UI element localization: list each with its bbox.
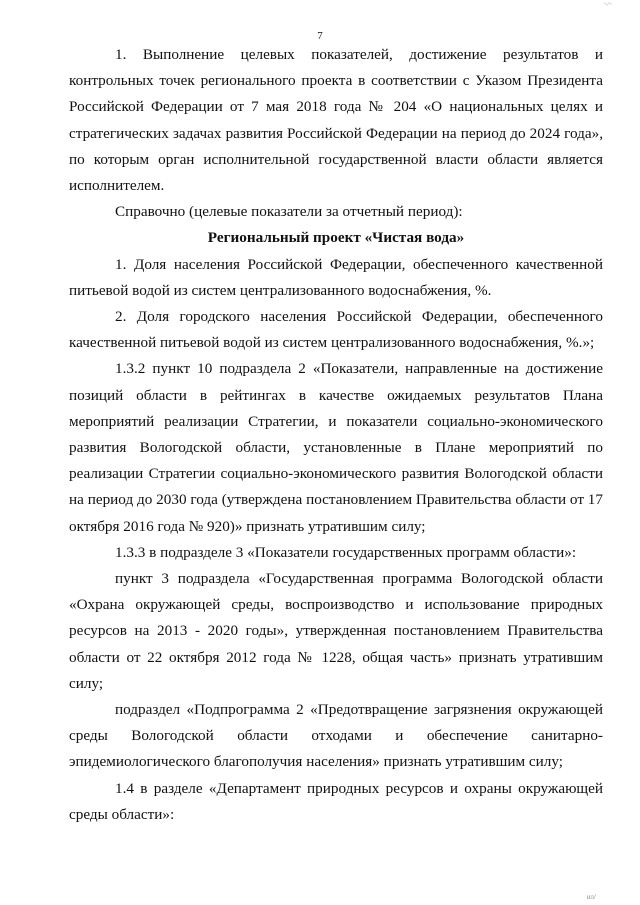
paragraph-indicator-2: 2. Доля городского населения Российской Федерации, обеспеченного качественной питьевой водой из систем централизованного водоснабжения, %.»; — [69, 308, 603, 352]
paragraph-1-3-3: 1.3.3 в подразделе 3 «Показатели государственных программ области»: — [115, 543, 577, 561]
section-heading: Региональный проект «Чистая вода» — [207, 229, 465, 247]
document-body — [69, 42, 603, 828]
paragraph-1-3-2: 1.3.2 пункт 10 подраздела 2 «Показатели, направленные на достижение позиций области в рейтингах в качестве ожидаемых результатов Плана мероприятий реализации Стратегии, и показатели социально-экономического развития Вологодской области, установленные в Плане мероприятий по реализации Стратегии социально-экономического развития Вологодской области на период до 2030 года (утверждена постановлением Правительства области от 17 октября 2016 года № 920)» признать утратившим силу; — [69, 360, 603, 535]
paragraph-1-4: 1.4 в разделе «Департамент природных ресурсов и охраны окружающей среды области»: — [69, 779, 603, 823]
paragraph-indicator-1: 1. Доля населения Российской Федерации, обеспеченного качественной питьевой водой из систем централизованного водоснабжения, %. — [69, 255, 603, 299]
paragraph-item-3: пункт 3 подраздела «Государственная программа Вологодской области «Охрана окружающей среды, воспроизводство и использование природных ресурсов на 2013 - 2020 годы», утвержденная постановлением Правительства области от 22 октября 2012 года № 1228, общая часть» признать утратившим силу; — [69, 570, 603, 692]
corner-mark-bottom: ил/ — [586, 893, 596, 901]
paragraph-reference-note: Справочно (целевые показатели за отчетный период): — [115, 203, 463, 221]
paragraph-1: 1. Выполнение целевых показателей, достижение результатов и контрольных точек регионального проекта в соответствии с Указом Президента Российской Федерации от 7 мая 2018 года № 204 «О национальных целях и стратегических задачах развития Российской Федерации на период до 2024 года», по которым орган исполнительной государственной власти области является исполнителем. — [69, 46, 603, 195]
page-number: 7 — [317, 30, 323, 42]
paragraph-subprogram-2: подраздел «Подпрограмма 2 «Предотвращение загрязнения окружающей среды Вологодской области отходами и обеспечение санитарно-эпидемиологического благополучия населения» признать утратившим силу; — [69, 701, 603, 771]
corner-mark-top: ~/~ — [603, 2, 612, 8]
